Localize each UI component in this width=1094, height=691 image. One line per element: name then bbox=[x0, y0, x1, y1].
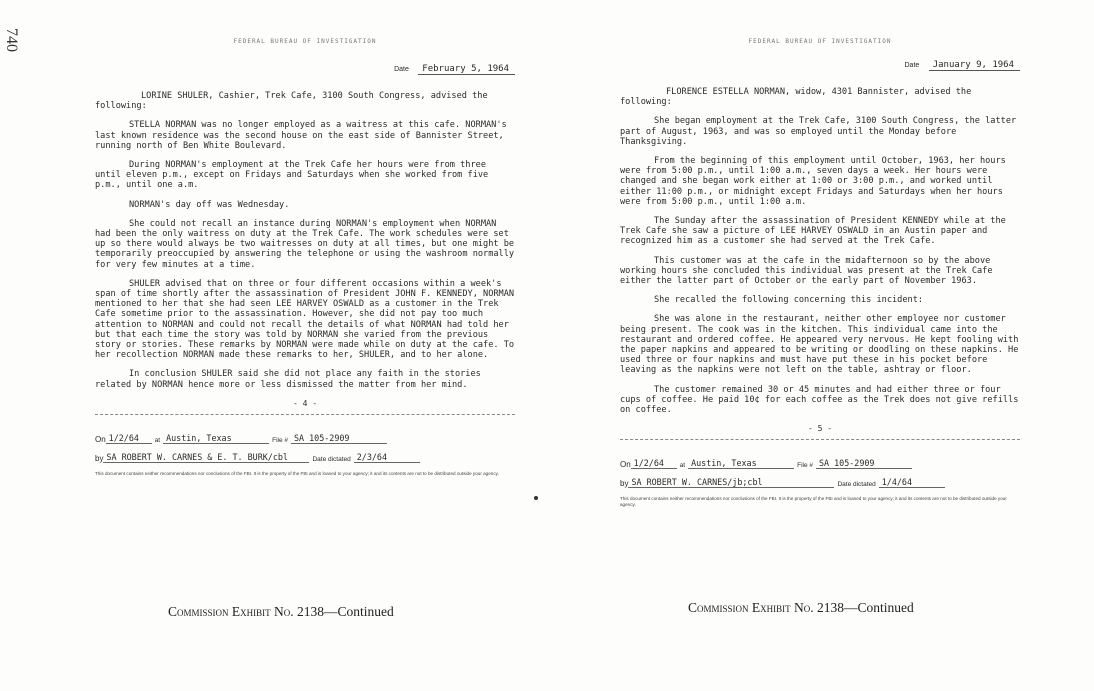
page-number: 740 bbox=[3, 28, 20, 52]
left-by-label: by bbox=[95, 453, 104, 463]
left-paragraph: During NORMAN's employment at the Trek Cafe her hours were from three until eleven p.m., except on Fridays and Saturdays when she worked from five p.m., until one a.m. bbox=[95, 160, 489, 191]
left-agency-header: FEDERAL BUREAU OF INVESTIGATION bbox=[233, 38, 377, 45]
left-file-label: File # bbox=[272, 436, 288, 444]
left-page-marker: - 4 - bbox=[292, 398, 318, 408]
right-caption-suffix: —Continued bbox=[844, 600, 914, 615]
right-paragraph: She was alone in the restaurant, neither other employee nor customer being present. The cook was in the kitchen. This individual came into the restaurant and ordered coffee. He appeared very nervous. He kept fooling with the paper napkins and appeared to be writing or doodling on these napkins. He used three or four napkins and must have put these in his pocket before leaving as the napkins were not left on the table, ashtray or floor. bbox=[620, 314, 1019, 376]
right-footer bbox=[620, 458, 1020, 508]
right-paragraph: This customer was at the cafe in the midafternoon so by the above working hours she concluded this individual was present at the Trek Cafe either the latter part of October or the early part of November 1963. bbox=[620, 255, 993, 287]
right-page-marker: - 5 - bbox=[807, 424, 833, 434]
right-exhibit-caption bbox=[688, 600, 914, 616]
right-paragraph: The customer remained 30 or 45 minutes and had either three or four cups of coffee. He paid 10¢ for each coffee as the Trek does not give refills on coffee. bbox=[620, 384, 1019, 416]
left-paragraph: STELLA NORMAN was no longer employed as a waitress at this cafe. NORMAN's last known residence was the second house on the east side of Bannister Street, running north of Ben White Boulevard. bbox=[95, 120, 507, 151]
left-paragraph: LORINE SHULER, Cashier, Trek Cafe, 3100 South Congress, advised the following: bbox=[95, 91, 488, 112]
right-place: Austin, Texas bbox=[688, 458, 794, 469]
right-paragraph: FLORENCE ESTELLA NORMAN, widow, 4301 Bannister, advised the following: bbox=[620, 87, 972, 108]
left-caption-title: Commission Exhibit No. 2138 bbox=[168, 604, 325, 619]
left-divider bbox=[95, 414, 515, 415]
right-file-label: File # bbox=[797, 462, 813, 470]
right-file-number: SA 105-2909 bbox=[816, 458, 912, 469]
left-agents: SA ROBERT W. CARNES & E. T. BURK/cbl bbox=[103, 452, 309, 463]
right-on-date: 1/2/64 bbox=[631, 458, 677, 469]
right-fine-print: This document contains neither recommendations nor conclusions of the FBI. It is the property of the FBI and is loaned to your agency; it and its contents are not to be distributed outside your agency. bbox=[620, 496, 1007, 508]
left-date-value: February 5, 1964 bbox=[418, 64, 515, 75]
right-by-label: by bbox=[620, 479, 629, 489]
right-dictated-date: 1/4/64 bbox=[879, 477, 945, 488]
right-paragraph: From the beginning of this employment until October, 1963, her hours were from 5:00 p.m., until 1:00 a.m., seven days a week. Her hours were changed and she began work either at 1:00 or 3:00 p.m., and worked until either 11:00 p.m., or midnight except Fridays and Saturdays when her hours were from 5:00 p.m., until 1:00 a.m. bbox=[620, 156, 1006, 207]
left-date-label: Date bbox=[394, 66, 409, 73]
left-body-text bbox=[95, 91, 515, 390]
left-paragraph: NORMAN's day off was Wednesday. bbox=[129, 199, 290, 210]
left-date-row bbox=[95, 64, 515, 75]
right-paragraph: The Sunday after the assassination of President KENNEDY while at the Trek Cafe she saw a picture of LEE HARVEY OSWALD in an Austin paper and recognized him as a customer she had served at the Trek Cafe. bbox=[620, 216, 1006, 247]
left-place: Austin, Texas bbox=[163, 433, 269, 444]
left-dictated-date: 2/3/64 bbox=[354, 452, 420, 463]
right-date-value: January 9, 1964 bbox=[929, 60, 1020, 71]
right-date-label: Date bbox=[904, 62, 920, 69]
right-dictated-label: Date dictated bbox=[837, 481, 876, 489]
right-at-label: at bbox=[679, 462, 686, 470]
left-dictated-label: Date dictated bbox=[312, 455, 351, 463]
right-body-text bbox=[620, 87, 1020, 415]
left-caption-suffix: —Continued bbox=[324, 604, 394, 619]
left-exhibit-caption bbox=[168, 604, 394, 620]
left-at-label: at bbox=[154, 436, 161, 444]
left-paragraph: SHULER advised that on three or four different occasions within a week's span of time shortly after the assassination of President JOHN F. KENNEDY, NORMAN mentioned to her that she had seen LEE HARVEY OSWALD as a customer in the Trek Cafe sometime prior to the assassination. However, she did not pay too much attention to NORMAN and could not recall the details of what NORMAN had told her but that each time the story was told by NORMAN she varied from the previous story or stories. These remarks by NORMAN were made while on duty at the cafe. To her recollection NORMAN made these remarks to her, SHULER, and to her alone. bbox=[95, 278, 515, 361]
right-agents: SA ROBERT W. CARNES/jb;cbl bbox=[628, 477, 834, 488]
right-divider bbox=[620, 439, 1020, 440]
right-on-label: On bbox=[620, 460, 631, 470]
left-on-label: On bbox=[95, 434, 106, 444]
right-date-row bbox=[620, 60, 1020, 71]
left-on-date: 1/2/64 bbox=[106, 433, 152, 444]
left-fine-print: This document contains neither recommendations nor conclusions of the FBI. It is the property of the FBI and is loaned to your agency; it and its contents are not to be distributed outside your agency. bbox=[95, 470, 499, 476]
right-caption-title: Commission Exhibit No. 2138 bbox=[688, 600, 845, 615]
right-agency-header: FEDERAL BUREAU OF INVESTIGATION bbox=[748, 38, 892, 45]
scan-speck bbox=[534, 496, 538, 500]
right-paragraph: She began employment at the Trek Cafe, 3100 South Congress, the latter part of August, 1963, and was so employed until the Monday before Thanksgiving. bbox=[620, 116, 1017, 147]
right-document bbox=[620, 38, 1020, 508]
left-document bbox=[95, 38, 515, 477]
left-file-number: SA 105-2909 bbox=[291, 433, 387, 444]
right-paragraph: She recalled the following concerning this incident: bbox=[654, 295, 924, 306]
left-paragraph: In conclusion SHULER said she did not place any faith in the stories related by NORMAN hence more or less dismissed the matter from her mind. bbox=[95, 369, 481, 390]
left-paragraph: She could not recall an instance during NORMAN's employment when NORMAN had been the only waitress on duty at the Trek Cafe. The work schedules were set up so there would always be two waitresses on duty at all times, but one might be temporarily preoccupied by answering the telephone or using the washroom normally for very few minutes at a time. bbox=[95, 218, 515, 270]
left-footer bbox=[95, 433, 515, 477]
